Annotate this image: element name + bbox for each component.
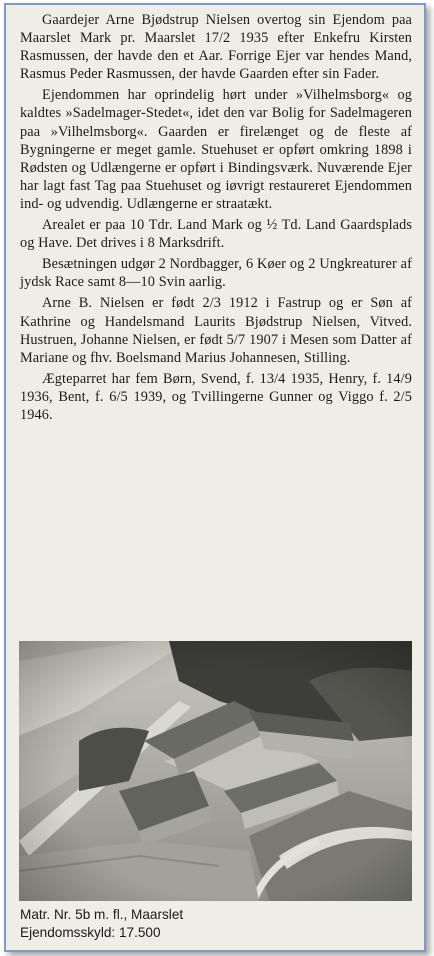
paragraph-children: Ægteparret har fem Børn, Svend, f. 13/4 1935, Henry, f. 14/9 1936, Bent, f. 6/5 1939, og Tvillingerne Gunner og Viggo f. 2/5 1946.	[20, 370, 412, 423]
paragraph-ownership: Gaardejer Arne Bjødstrup Nielsen overtog sin Ejendom paa Maarslet Mark pr. Maarslet 17/2 1935 efter Enkefru Kirsten Rasmussen, der havde den et Aar. Forrige Ejer var hendes Mand, Rasmus Peder Rasmussen, der havde Gaarden efter sin Fader.	[20, 12, 412, 83]
photo-caption	[20, 906, 320, 942]
aerial-farm-photo	[19, 641, 412, 901]
paragraph-area: Arealet er paa 10 Tdr. Land Mark og ½ Td. Land Gaardsplads og Have. Det drives i 8 Marksdrift.	[20, 217, 412, 252]
clipping-frame	[4, 3, 426, 952]
paragraph-livestock: Besætningen udgør 2 Nordbagger, 6 Køer og 2 Ungkreaturer af jydsk Race samt 8—10 Svin aarlig.	[20, 256, 412, 291]
article-text	[20, 11, 412, 424]
caption-property-number: Matr. Nr. 5b m. fl., Maarslet	[20, 907, 184, 922]
caption-assessment: Ejendomsskyld: 17.500	[20, 925, 161, 940]
paragraph-owners: Arne B. Nielsen er født 2/3 1912 i Fastrup og er Søn af Kathrine og Handelsmand Laurits Bjødstrup Nielsen, Vitved. Hustruen, Johanne Nielsen, er født 5/7 1907 i Mesen som Datter af Mariane og fhv. Boelsmand Marius Johannesen, Stilling.	[20, 295, 412, 366]
paragraph-history: Ejendommen har oprindelig hørt under »Vilhelmsborg« og kaldtes »Sadelmager-Stedet«, idet den var Bolig for Sadelmageren paa »Vilhelmsborg«. Gaarden er firelænget og de fleste af Bygningerne er meget gamle. Stuehuset er opført omkring 1898 i Rødsten og Udlængerne er opført i Bindingsværk. Nuværende Ejer har lagt fast Tag paa Stuehuset og iøvrigt restaureret Ejendommen ind- og udvendig. Udlængerne er straatækt.	[20, 87, 412, 212]
